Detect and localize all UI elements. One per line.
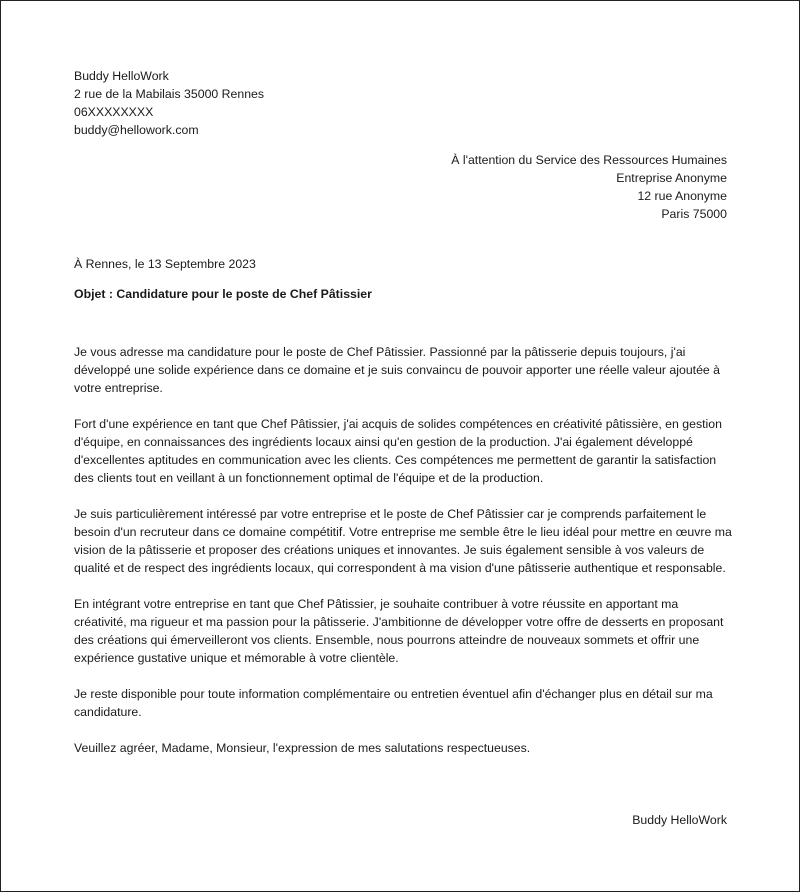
subject-line: Objet : Candidature pour le poste de Chef Pâtissier <box>74 287 372 301</box>
recipient-city: Paris 75000 <box>661 207 727 221</box>
recipient-block <box>451 151 727 223</box>
recipient-street: 12 rue Anonyme <box>637 189 727 203</box>
paragraph: Fort d'une expérience en tant que Chef Pâtissier, j'ai acquis de solides compétences en créativité pâtissière, en gestion d'équipe, en connaissances des ingrédients locaux ainsi qu'en gestion de la production. J'ai également développé d'excellentes aptitudes en communication avec les clients. Ces compétences me permettent de garantir la satisfaction des clients tout en veillant à un fonctionnement optimal de l'équipe et de la production. <box>74 417 722 485</box>
sender-email: buddy@hellowork.com <box>74 123 199 137</box>
paragraph: Je vous adresse ma candidature pour le poste de Chef Pâtissier. Passionné par la pâtisserie depuis toujours, j'ai développé une solide expérience dans ce domaine et je suis convaincu de pouvoir apporter une réelle valeur ajoutée à votre entreprise. <box>74 345 721 395</box>
paragraph: Je reste disponible pour toute information complémentaire ou entretien éventuel afin d'échanger plus en détail sur ma candidature. <box>74 687 713 719</box>
signature: Buddy HelloWork <box>632 813 727 827</box>
sender-block <box>74 67 264 139</box>
paragraph: Je suis particulièrement intéressé par votre entreprise et le poste de Chef Pâtissier car je comprends parfaitement le besoin d'un recruteur dans ce domaine compétitif. Votre entreprise me semble être le lieu idéal pour mettre en œuvre ma vision de la pâtisserie et proposer des créations uniques et innovantes. Je suis également sensible à vos valeurs de qualité et de respect des ingrédients locaux, qui correspondent à ma vision d'une pâtisserie authentique et responsable. <box>74 507 732 575</box>
letter-body <box>74 343 734 775</box>
sender-name: Buddy HelloWork <box>74 69 169 83</box>
closing-paragraph: Veuillez agréer, Madame, Monsieur, l'expression de mes salutations respectueuses. <box>74 741 531 755</box>
sender-address: 2 rue de la Mabilais 35000 Rennes <box>74 87 265 101</box>
recipient-attention: À l'attention du Service des Ressources Humaines <box>451 153 727 167</box>
paragraph: En intégrant votre entreprise en tant que Chef Pâtissier, je souhaite contribuer à votre réussite en apportant ma créativité, ma rigueur et ma passion pour la pâtisserie. J'ambitionne de développer votre offre de desserts en proposant des créations qui émerveilleront vos clients. Ensemble, nous pourrons atteindre de nouveaux sommets et offrir une expérience gustative unique et mémorable à votre clientèle. <box>74 597 724 665</box>
date-line: À Rennes, le 13 Septembre 2023 <box>74 257 256 271</box>
recipient-company: Entreprise Anonyme <box>616 171 727 185</box>
sender-phone: 06XXXXXXXX <box>74 105 154 119</box>
